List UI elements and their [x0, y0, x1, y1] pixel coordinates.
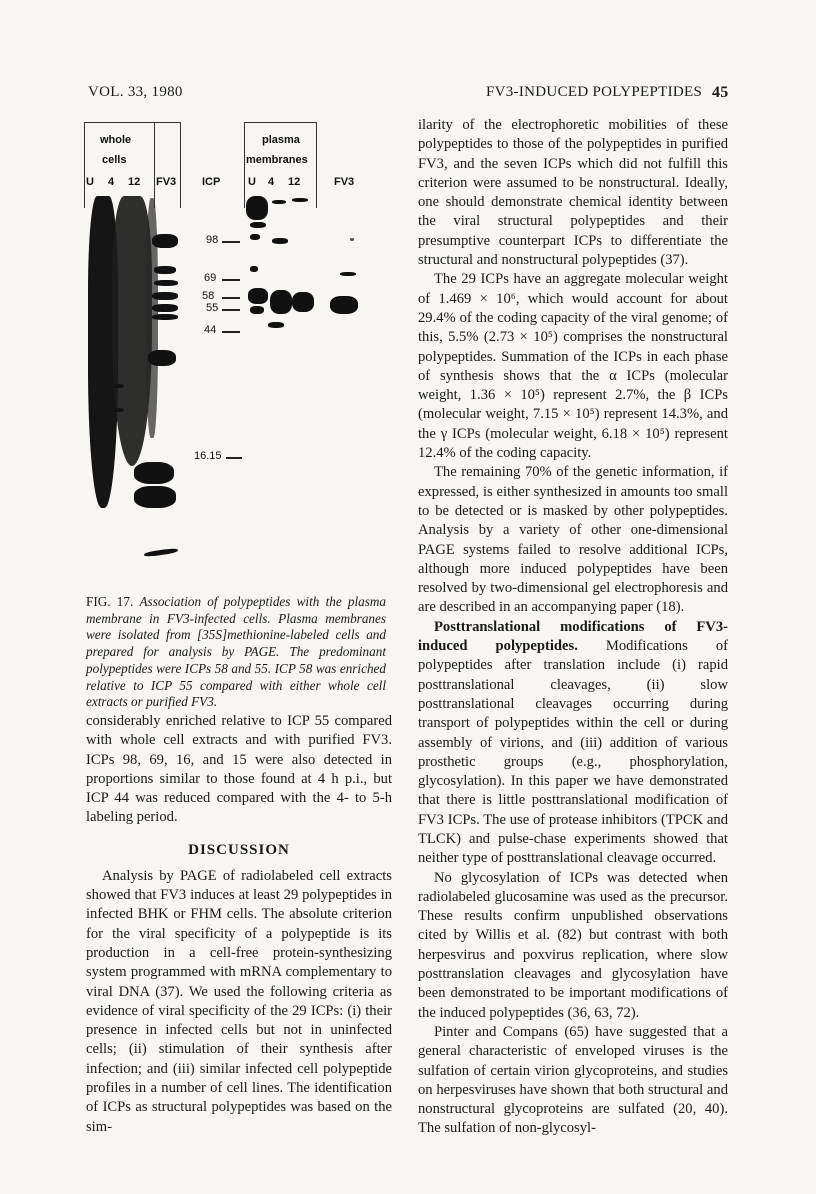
- figure-caption: [86, 594, 386, 711]
- gel-band: [152, 292, 178, 300]
- lane-label-12: 12: [128, 176, 141, 188]
- marker-tick: [222, 279, 240, 281]
- frame-line: [84, 122, 85, 208]
- gel-band: [134, 462, 174, 484]
- marker-tick: [222, 309, 240, 311]
- gel-band: [152, 304, 178, 312]
- label-cells: cells: [102, 154, 127, 166]
- gel-band: [154, 266, 176, 274]
- frame-line: [154, 122, 155, 208]
- caption-label: FIG. 17.: [86, 594, 134, 609]
- lane-label-u: U: [86, 176, 94, 188]
- marker-tick: [222, 297, 240, 299]
- run-in-heading: Posttranslational modifications of FV3-induced polypeptides.: [418, 618, 728, 655]
- gel-band: [246, 196, 268, 220]
- figure-17-gel: [84, 118, 396, 588]
- paragraph-body: Modifications of polypeptides after translation include (i) rapid posttranslational cleavages, (ii) slow posttranslational cleavages occurring during transport of polypeptides within the cell or during assembly of virions, and (iii) addition of various prosthetic groups (e.g., phosphorylation, glycosylation). In this paper we have demonstrated that there is little posttranslational modification of FV3 ICPs. The use of protease inhibitors (TPCK and TLCK) and pulse-chase experiments showed that neither type of posttranslational cleavage occurred.: [418, 638, 728, 867]
- lane-label-4: 4: [108, 176, 115, 188]
- gel-band: [134, 486, 176, 508]
- lane-label-12-pm: 12: [288, 176, 301, 188]
- gel-band: [250, 234, 260, 240]
- gel-band: [152, 314, 178, 320]
- gel-band: [330, 296, 358, 314]
- gel-band: [340, 272, 356, 276]
- gel-band: [292, 292, 314, 312]
- right-column: [418, 116, 728, 1139]
- paragraph: The 29 ICPs have an aggregate molecular weight of 1.469 × 10⁶, which would account for about 29.4% of the coding capacity of the viral genome; of this, 5.5% (2.73 × 10⁵) comprises the nonstructural polypeptides. Summation of the ICPs in each phase of synthesis shows that the α ICPs (molecular weight, 1.36 × 10⁵) represent 2.7%, the β ICPs (molecular weight, 7.15 × 10⁵) represent 14.3%, and the γ ICPs (molecular weight, 6.18 × 10⁵) represent 12.4% of the coding capacity.: [418, 271, 728, 462]
- lane-label-fv3-pm: FV3: [334, 176, 355, 188]
- gel-band: [144, 548, 178, 558]
- marker-tick: [222, 241, 240, 243]
- gel-band: [250, 306, 264, 314]
- lane-label-fv3: FV3: [156, 176, 177, 188]
- label-membranes: membranes: [246, 154, 308, 166]
- label-whole: whole: [100, 134, 132, 146]
- paragraph: Pinter and Compans (65) have suggested that a general characteristic of enveloped viruses is the sulfation of certain virion glycoproteins, and studies on herpesviruses have shown that both structural and nonstructural glycoproteins are sulfated (20, 40). The sulfation of non-glycosyl-: [418, 1023, 728, 1137]
- paragraph: No glycosylation of ICPs was detected when radiolabeled glucosamine was used as the precursor. These results confirm unpublished observations cited by Willis et al. (82) but contrast with both herpesvirus and poxvirus replication, where slow posttranslation cleavages and glycosylation have been demonstrated to be important modifications of the induced polypeptides (36, 63, 72).: [418, 869, 728, 1021]
- gel-band: [272, 238, 288, 244]
- gel-band: [152, 234, 178, 248]
- gel-band: [250, 222, 266, 228]
- marker-58: 58: [202, 290, 215, 302]
- gel-band: [112, 408, 124, 412]
- marker-98: 98: [206, 234, 219, 246]
- paragraph: ilarity of the electrophoretic mobilities of these polypeptides to those of the polypeptides in purified FV3, and the seven ICPs which did not fulfill this criterion were assumed to be nonstructural. Ideally, one should demonstrate chemical identity between the viral structural polypeptides and their presumptive counterpart ICPs to differentiate the structural and nonstructural polypeptides (37).: [418, 117, 728, 269]
- gel-band: [154, 280, 178, 286]
- paragraph: considerably enriched relative to ICP 55 compared with whole cell extracts and with purified FV3. ICPs 98, 69, 16, and 15 were also detected in proportions similar to those found at 4 h p.i., but ICP 44 was reduced compared with the 4- to 5-h labeling period.: [86, 713, 392, 826]
- paragraph-posttranslational: [418, 618, 728, 869]
- caption-text: Association of polypeptides with the plasma membrane in FV3-infected cells. Plasma membranes were isolated from [35S]methionine-labeled cells and prepared for analysis by PAGE. The predominant polypeptides were ICPs 58 and 55. ICP 58 was enriched relative to ICP 55 compared with either whole cell extracts or purified FV3.: [86, 594, 387, 710]
- gel-band: [272, 200, 286, 204]
- gel-band: [268, 322, 284, 328]
- running-title: FV3-INDUCED POLYPEPTIDES: [486, 84, 703, 100]
- marker-69: 69: [204, 272, 217, 284]
- page-number: 45: [712, 84, 729, 101]
- frame-line: [244, 122, 245, 208]
- marker-16-15: 16.15: [194, 450, 222, 462]
- lane-label-4-pm: 4: [268, 176, 275, 188]
- frame-line: [316, 122, 317, 208]
- marker-55: 55: [206, 302, 219, 314]
- lane-label-u-pm: U: [248, 176, 256, 188]
- marker-44: 44: [204, 324, 217, 336]
- frame-line: [84, 122, 180, 123]
- gel-band: [248, 288, 268, 304]
- gel-band: [292, 198, 308, 202]
- frame-line: [244, 122, 316, 123]
- label-icp: ICP: [202, 176, 221, 188]
- journal-volume: VOL. 33, 1980: [88, 84, 183, 100]
- section-heading-discussion: DISCUSSION: [188, 841, 290, 858]
- marker-tick: [226, 457, 242, 459]
- paragraph: Analysis by PAGE of radiolabeled cell extracts showed that FV3 induces at least 29 polypeptides in infected BHK or FHM cells. The absolute criterion for the viral specificity of a polypeptide is its production in a cell-free protein-synthesizing system programmed with mRNA complementary to viral DNA (37). We used the following criteria as evidence of viral specificity of the 29 ICPs: (i) their presence in infected cells but not in uninfected cells; (ii) stimulation of their synthesis after infection; and (iii) similar infected cell polypeptide profiles in a number of cell lines. The identification of ICPs as structural polypeptides was based on the sim-: [86, 867, 392, 1135]
- label-plasma: plasma: [262, 134, 300, 146]
- paragraph: The remaining 70% of the genetic information, if expressed, is either synthesized in amounts too small to be detected or is masked by other polypeptides. Analysis by a variety of other one-dimensional PAGE systems failed to resolve additional ICPs, although more induced polypeptides have been resolved by two-dimensional gel electrophoresis and are described in an accompanying paper (18).: [418, 464, 728, 616]
- gel-band: [350, 238, 354, 241]
- gel-band: [148, 350, 176, 366]
- left-column: [86, 712, 392, 1137]
- gel-band: [114, 384, 124, 388]
- marker-tick: [222, 331, 240, 333]
- gel-band: [250, 266, 258, 272]
- gel-band: [270, 290, 292, 314]
- frame-line: [180, 122, 181, 208]
